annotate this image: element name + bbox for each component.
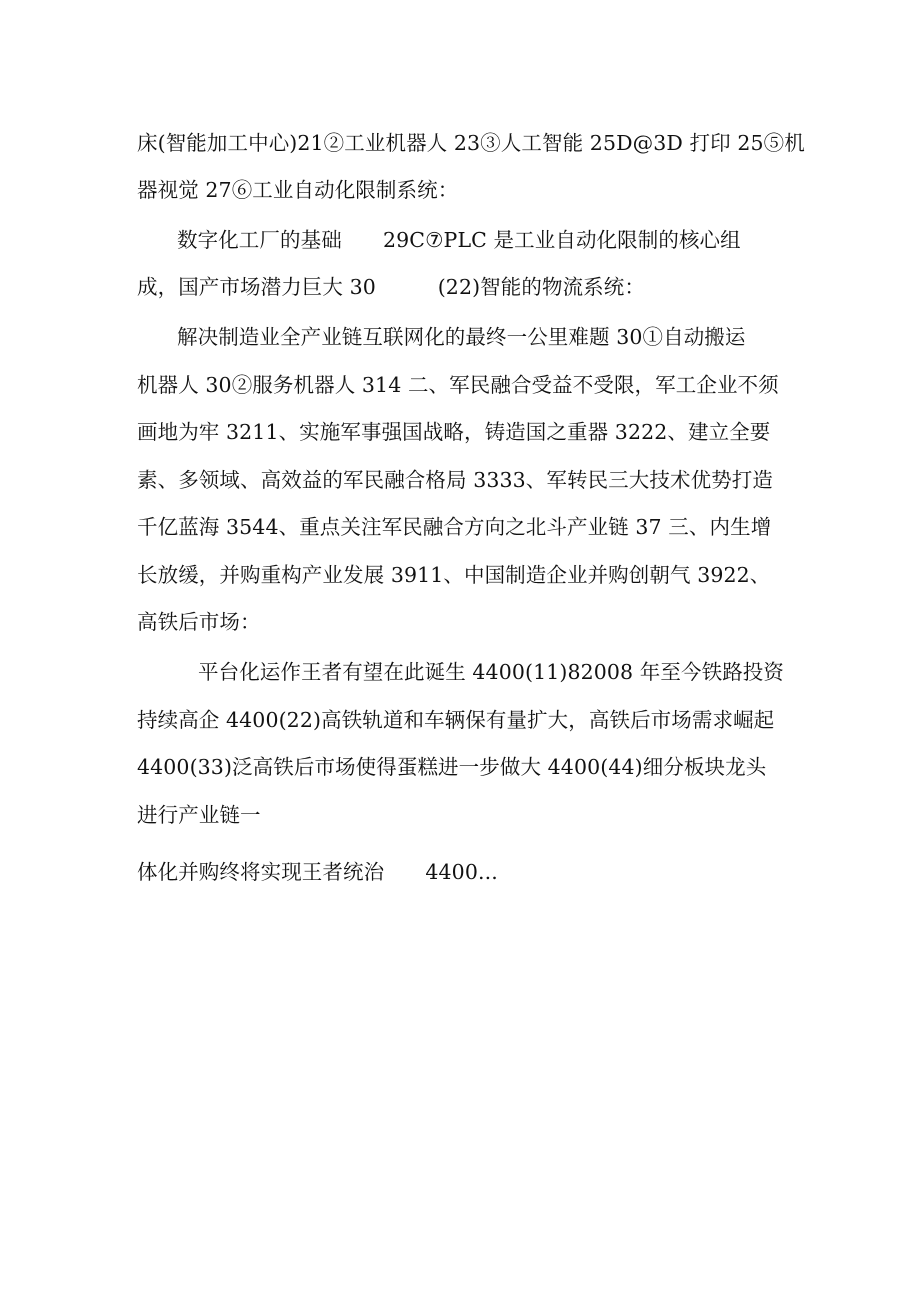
text-line-4: 成，国产市场潜力巨大 30 (22)智能的物流系统： (137, 275, 645, 299)
text-line-16: 体化并购终将实现王者统治 4400... (137, 860, 498, 884)
text-line-5: 解决制造业全产业链互联网化的最终一公里难题 30①自动搬运 (177, 325, 746, 349)
text-line-15: 进行产业链一 (137, 803, 261, 827)
text-line-6: 机器人 30②服务机器人 314 二、军民融合受益不受限，军工企业不须 (137, 373, 779, 397)
text-line-14: 4400(33)泛高铁后市场使得蛋糕进一步做大 4400(44)细分板块龙头 (137, 755, 767, 779)
text-line-10: 长放缓，并购重构产业发展 3911、中国制造企业并购创朝气 3922、 (137, 563, 771, 587)
text-line-8: 素、多领域、高效益的军民融合格局 3333、军转民三大技术优势打造 (137, 468, 773, 492)
text-line-7: 画地为牢 3211、实施军事强国战略，铸造国之重器 3222、建立全要 (137, 420, 771, 444)
text-line-11: 高铁后市场： (137, 610, 261, 634)
text-line-2: 器视觉 27⑥工业自动化限制系统： (137, 178, 459, 202)
text-line-12: 平台化运作王者有望在此诞生 4400(11)82008 年至今铁路投资 (198, 660, 784, 684)
text-line-3: 数字化工厂的基础 29C⑦PLC 是工业自动化限制的核心组 (177, 228, 741, 252)
text-line-13: 持续高企 4400(22)高铁轨道和车辆保有量扩大，高铁后市场需求崛起 (137, 708, 775, 732)
text-line-9: 千亿蓝海 3544、重点关注军民融合方向之北斗产业链 37 三、内生增 (137, 515, 772, 539)
text-line-1: 床(智能加工中心)21②工业机器人 23③人工智能 25D@3D 打印 25⑤机 (137, 131, 805, 155)
